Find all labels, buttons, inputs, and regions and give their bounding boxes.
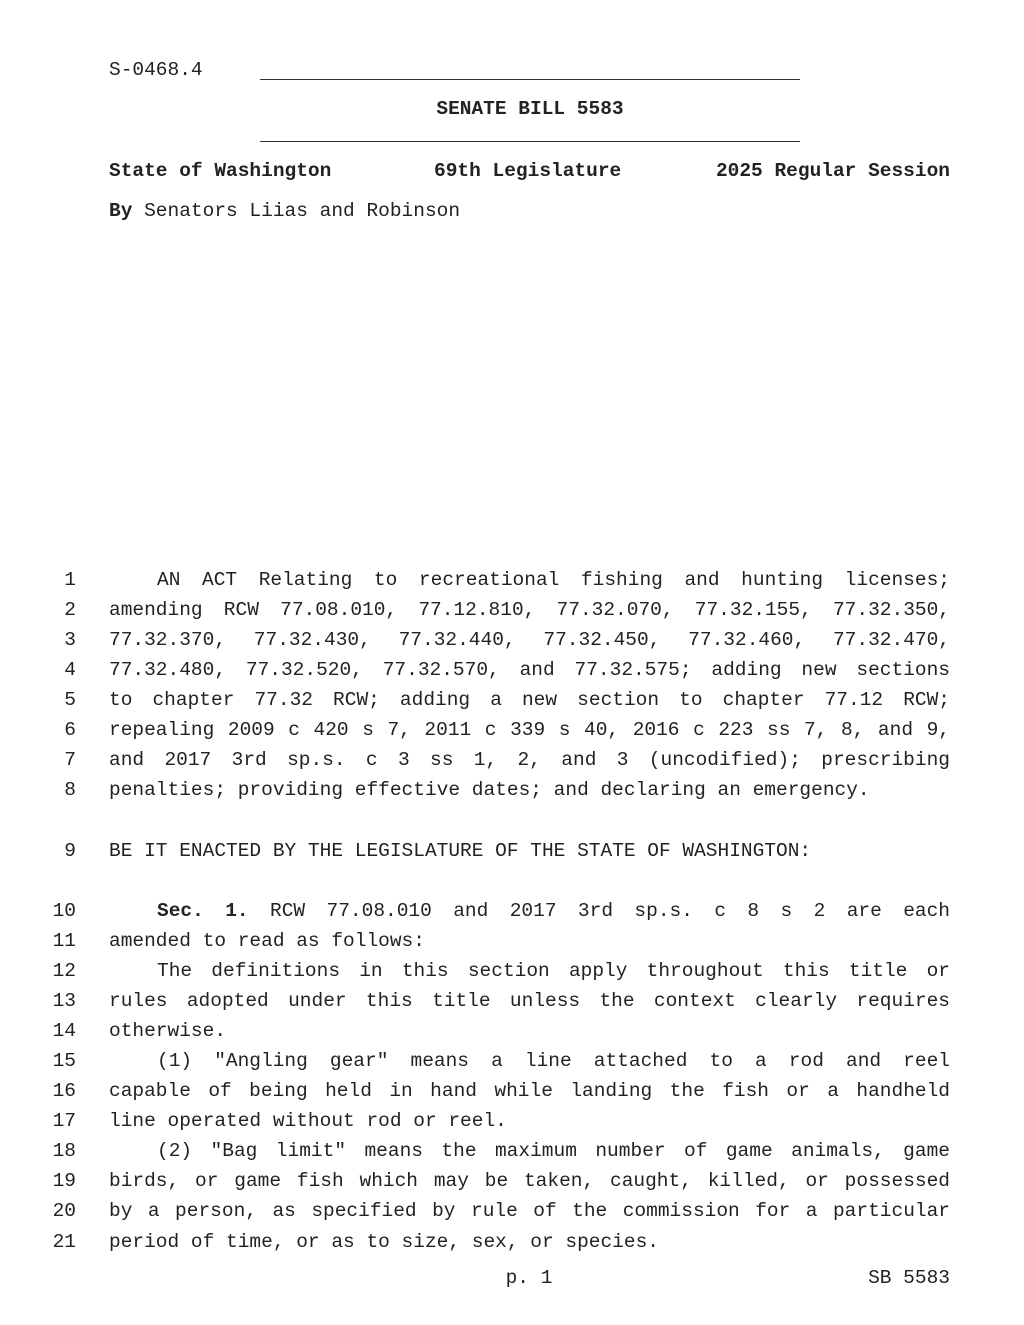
sponsor-prefix: By [109, 200, 133, 222]
line-number: 19 [52, 1170, 76, 1192]
bill-line: to chapter 77.32 RCW; adding a new section to chapter 77.12 RCW; [109, 689, 950, 711]
bill-line: by a person, as specified by rule of the commission for a particular [109, 1200, 950, 1222]
line-number: 16 [52, 1080, 76, 1102]
bill-line: 77.32.370, 77.32.430, 77.32.440, 77.32.450, 77.32.460, 77.32.470, [109, 629, 950, 651]
sponsor-line [109, 200, 460, 222]
session-label: 2025 Regular Session [715, 160, 950, 182]
enacting-clause: BE IT ENACTED BY THE LEGISLATURE OF THE STATE OF WASHINGTON: [109, 840, 812, 862]
line-number: 5 [64, 689, 76, 711]
section-label: Sec. 1. [157, 900, 249, 922]
line-number: 12 [52, 960, 76, 982]
bill-line: AN ACT Relating to recreational fishing and hunting licenses; [157, 569, 950, 591]
line-number: 13 [52, 990, 76, 1012]
header-rule-bottom [260, 141, 800, 142]
bill-line: The definitions in this section apply throughout this title or [157, 960, 950, 982]
bill-line: rules adopted under this title unless the context clearly requires [109, 990, 950, 1012]
line-number: 8 [64, 779, 76, 801]
line-number: 21 [52, 1231, 76, 1253]
section-heading-line [109, 900, 950, 922]
line-number: 2 [64, 599, 76, 621]
bill-line: (2) "Bag limit" means the maximum number of game animals, game [157, 1140, 950, 1162]
line-number: 4 [64, 659, 76, 681]
line-number: 7 [64, 749, 76, 771]
line-number: 18 [52, 1140, 76, 1162]
line-number: 11 [52, 930, 76, 952]
bill-line: period of time, or as to size, sex, or species. [109, 1231, 659, 1253]
bill-line: 77.32.480, 77.32.520, 77.32.570, and 77.32.575; adding new sections [109, 659, 950, 681]
line-number: 6 [64, 719, 76, 741]
bill-line: penalties; providing effective dates; and declaring an emergency. [109, 779, 870, 801]
line-number: 14 [52, 1020, 76, 1042]
bill-line: repealing 2009 c 420 s 7, 2011 c 339 s 40, 2016 c 223 ss 7, 8, and 9, [109, 719, 950, 741]
bill-title: SENATE BILL 5583 [436, 98, 624, 120]
document-code: S-0468.4 [109, 59, 203, 81]
bill-line: (1) "Angling gear" means a line attached to a rod and reel [157, 1050, 950, 1072]
line-number: 1 [64, 569, 76, 591]
line-number: 10 [52, 900, 76, 922]
bill-line: birds, or game fish which may be taken, caught, killed, or possessed [109, 1170, 950, 1192]
line-number: 3 [64, 629, 76, 651]
bill-line: otherwise. [109, 1020, 227, 1042]
bill-line: line operated without rod or reel. [109, 1110, 507, 1132]
line-number: 9 [64, 840, 76, 862]
header-rule-top [260, 79, 800, 80]
bill-line: and 2017 3rd sp.s. c 3 ss 1, 2, and 3 (uncodified); prescribing [109, 749, 950, 771]
footer-bill-ref: SB 5583 [868, 1267, 950, 1289]
page-number: p. 1 [505, 1267, 553, 1289]
bill-line: amended to read as follows: [109, 930, 425, 952]
line-number: 17 [52, 1110, 76, 1132]
state-label: State of Washington [109, 160, 332, 182]
line-number: 15 [52, 1050, 76, 1072]
line-number: 20 [52, 1200, 76, 1222]
bill-line: amending RCW 77.08.010, 77.12.810, 77.32.070, 77.32.155, 77.32.350, [109, 599, 950, 621]
bill-line: capable of being held in hand while landing the fish or a handheld [109, 1080, 950, 1102]
sponsor-names: Senators Liias and Robinson [144, 200, 461, 222]
section-heading-text: RCW 77.08.010 and 2017 3rd sp.s. c 8 s 2 are each [270, 900, 950, 922]
legislature-label: 69th Legislature [434, 160, 622, 182]
